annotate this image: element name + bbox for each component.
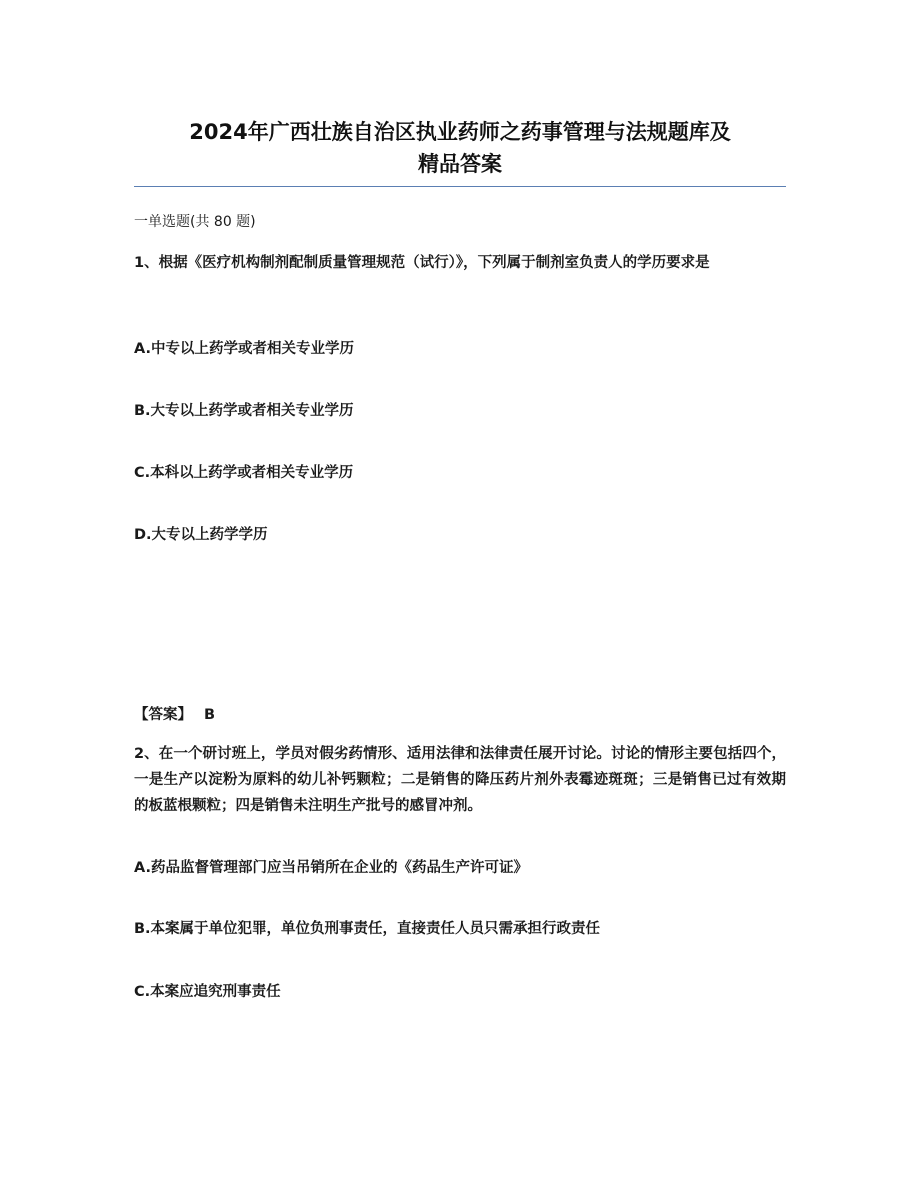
document-title (134, 116, 786, 180)
answer-label: 【答案】 (134, 707, 192, 723)
question-1-text: 1、根据《医疗机构制剂配制质量管理规范（试行）》，下列属于制剂室负责人的学历要求是 (134, 255, 710, 271)
question-2-option-c: C.本案应追究刑事责任 (134, 984, 281, 1000)
title-line-2: 精品答案 (418, 152, 502, 176)
question-1-option-b: B.大专以上药学或者相关专业学历 (134, 403, 354, 419)
title-divider (134, 186, 786, 187)
question-1-answer (134, 705, 215, 725)
section-heading: 一单选题(共 80 题) (134, 214, 256, 230)
question-2-option-b: B.本案属于单位犯罪，单位负刑事责任，直接责任人员只需承担行政责任 (134, 921, 601, 937)
question-1-option-c: C.本科以上药学或者相关专业学历 (134, 465, 354, 481)
question-1-option-d: D.大专以上药学学历 (134, 527, 268, 543)
question-2-text: 2、在一个研讨班上，学员对假劣药情形、适用法律和法律责任展开讨论。讨论的情形主要包括四个，一是生产以淀粉为原料的幼儿补钙颗粒；二是销售的降压药片剂外表霉迹斑斑；三是销售已过有效期的板蓝根颗粒；四是销售未注明生产批号的感冒冲剂。 (134, 746, 786, 814)
question-2-option-a: A.药品监督管理部门应当吊销所在企业的《药品生产许可证》 (134, 860, 528, 876)
title-line-1: 2024年广西壮族自治区执业药师之药事管理与法规题库及 (189, 120, 731, 144)
answer-value: B (204, 707, 216, 723)
question-1-option-a: A.中专以上药学或者相关专业学历 (134, 341, 354, 357)
